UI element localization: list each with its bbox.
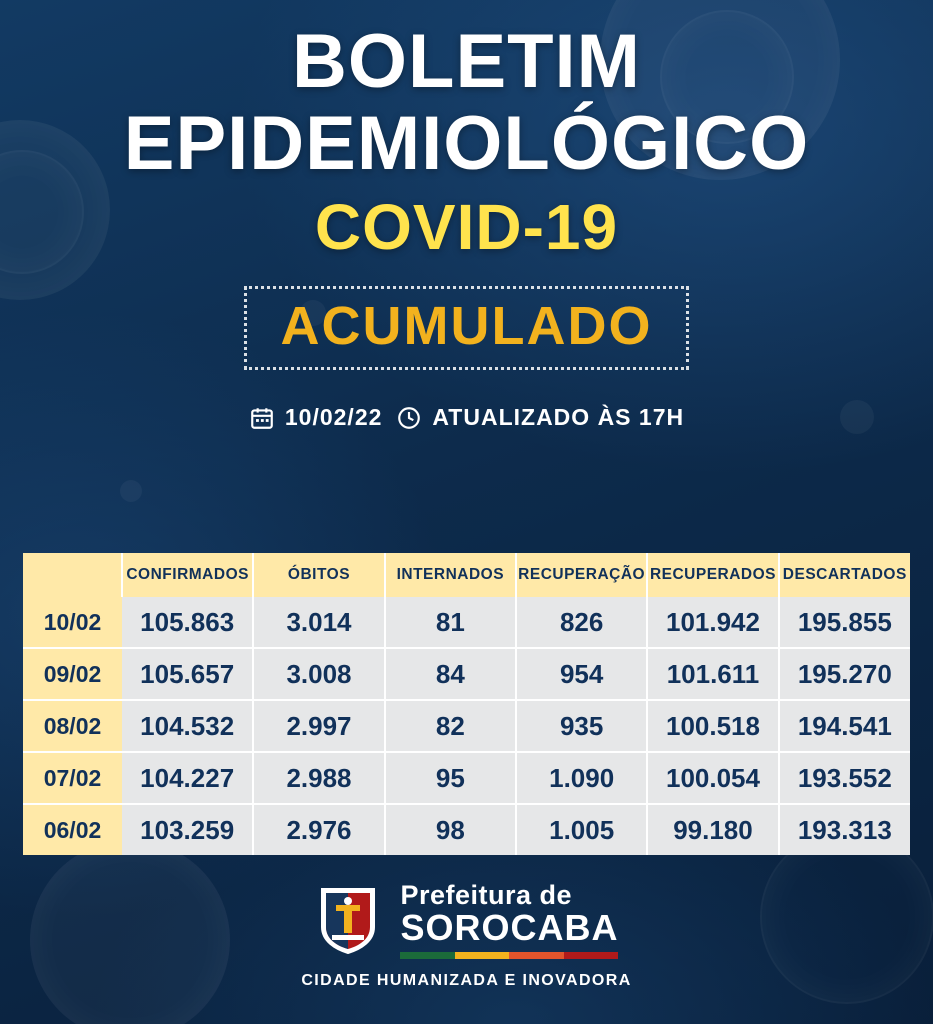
row-day-label: 07/02 <box>23 752 122 804</box>
row-day-label: 10/02 <box>23 597 122 648</box>
row-day-label: 06/02 <box>23 804 122 855</box>
cell-recuperacao: 935 <box>516 700 647 752</box>
cell-obitos: 3.008 <box>253 648 384 700</box>
table-header-row <box>23 553 910 597</box>
cell-recuperacao: 826 <box>516 597 647 648</box>
cell-internados: 84 <box>385 648 516 700</box>
bulletin-table-container <box>23 553 910 855</box>
cell-obitos: 2.988 <box>253 752 384 804</box>
cell-descartados: 193.313 <box>779 804 910 855</box>
cell-confirmados: 105.657 <box>122 648 253 700</box>
cell-recuperados: 100.518 <box>647 700 778 752</box>
cell-confirmados: 104.532 <box>122 700 253 752</box>
cell-obitos: 3.014 <box>253 597 384 648</box>
page-title-line-2: EPIDEMIOLÓGICO <box>123 101 810 186</box>
cell-obitos: 2.997 <box>253 700 384 752</box>
cell-recuperados: 100.054 <box>647 752 778 804</box>
cell-recuperacao: 954 <box>516 648 647 700</box>
sorocaba-coat-of-arms-icon <box>314 883 382 957</box>
page-title-line-3: COVID-19 <box>314 191 619 263</box>
table-header <box>23 553 910 597</box>
date-group <box>249 404 383 431</box>
cell-internados: 95 <box>385 752 516 804</box>
cell-recuperados: 99.180 <box>647 804 778 855</box>
page-title-line-1: BOLETIM <box>292 19 641 104</box>
table-corner-cell <box>23 553 122 597</box>
status-badge-label: ACUMULADO <box>280 296 653 356</box>
poster-footer <box>0 881 933 990</box>
table-row <box>23 597 910 648</box>
cell-confirmados: 103.259 <box>122 804 253 855</box>
brand-line-2: SOROCABA <box>400 907 619 949</box>
cell-obitos: 2.976 <box>253 804 384 855</box>
brand-row <box>314 881 618 959</box>
cell-internados: 81 <box>385 597 516 648</box>
virus-spike-decoration <box>120 480 142 502</box>
cell-internados: 98 <box>385 804 516 855</box>
cell-recuperacao: 1.090 <box>516 752 647 804</box>
cell-descartados: 195.270 <box>779 648 910 700</box>
cell-recuperados: 101.611 <box>647 648 778 700</box>
table-row <box>23 804 910 855</box>
bulletin-date: 10/02/22 <box>284 404 383 430</box>
cell-recuperados: 101.942 <box>647 597 778 648</box>
cell-confirmados: 105.863 <box>122 597 253 648</box>
table-row <box>23 752 910 804</box>
row-day-label: 09/02 <box>23 648 122 700</box>
cell-recuperacao: 1.005 <box>516 804 647 855</box>
cell-descartados: 193.552 <box>779 752 910 804</box>
bulletin-table <box>23 553 910 855</box>
table-row <box>23 648 910 700</box>
brand-line-1: Prefeitura de <box>400 879 573 910</box>
table-row <box>23 700 910 752</box>
poster-header <box>0 19 933 431</box>
cell-confirmados: 104.227 <box>122 752 253 804</box>
date-bar <box>0 404 933 431</box>
table-col-recuperacao: RECUPERAÇÃO <box>516 553 647 597</box>
table-col-descartados: DESCARTADOS <box>779 553 910 597</box>
status-badge <box>244 286 690 370</box>
badge-container <box>0 286 933 370</box>
row-day-label: 08/02 <box>23 700 122 752</box>
table-body <box>23 597 910 855</box>
calendar-icon <box>249 405 275 431</box>
table-col-confirmados: CONFIRMADOS <box>122 553 253 597</box>
cell-internados: 82 <box>385 700 516 752</box>
table-col-recuperados: RECUPERADOS <box>647 553 778 597</box>
cell-descartados: 194.541 <box>779 700 910 752</box>
brand-text <box>400 881 618 959</box>
updated-group <box>396 404 684 431</box>
cell-descartados: 195.855 <box>779 597 910 648</box>
brand-color-bar <box>400 952 618 959</box>
table-col-internados: INTERNADOS <box>385 553 516 597</box>
brand-tagline: CIDADE HUMANIZADA E INOVADORA <box>301 972 632 989</box>
table-col-obitos: ÓBITOS <box>253 553 384 597</box>
updated-time-label: ATUALIZADO ÀS 17H <box>432 404 685 430</box>
clock-icon <box>396 405 422 431</box>
